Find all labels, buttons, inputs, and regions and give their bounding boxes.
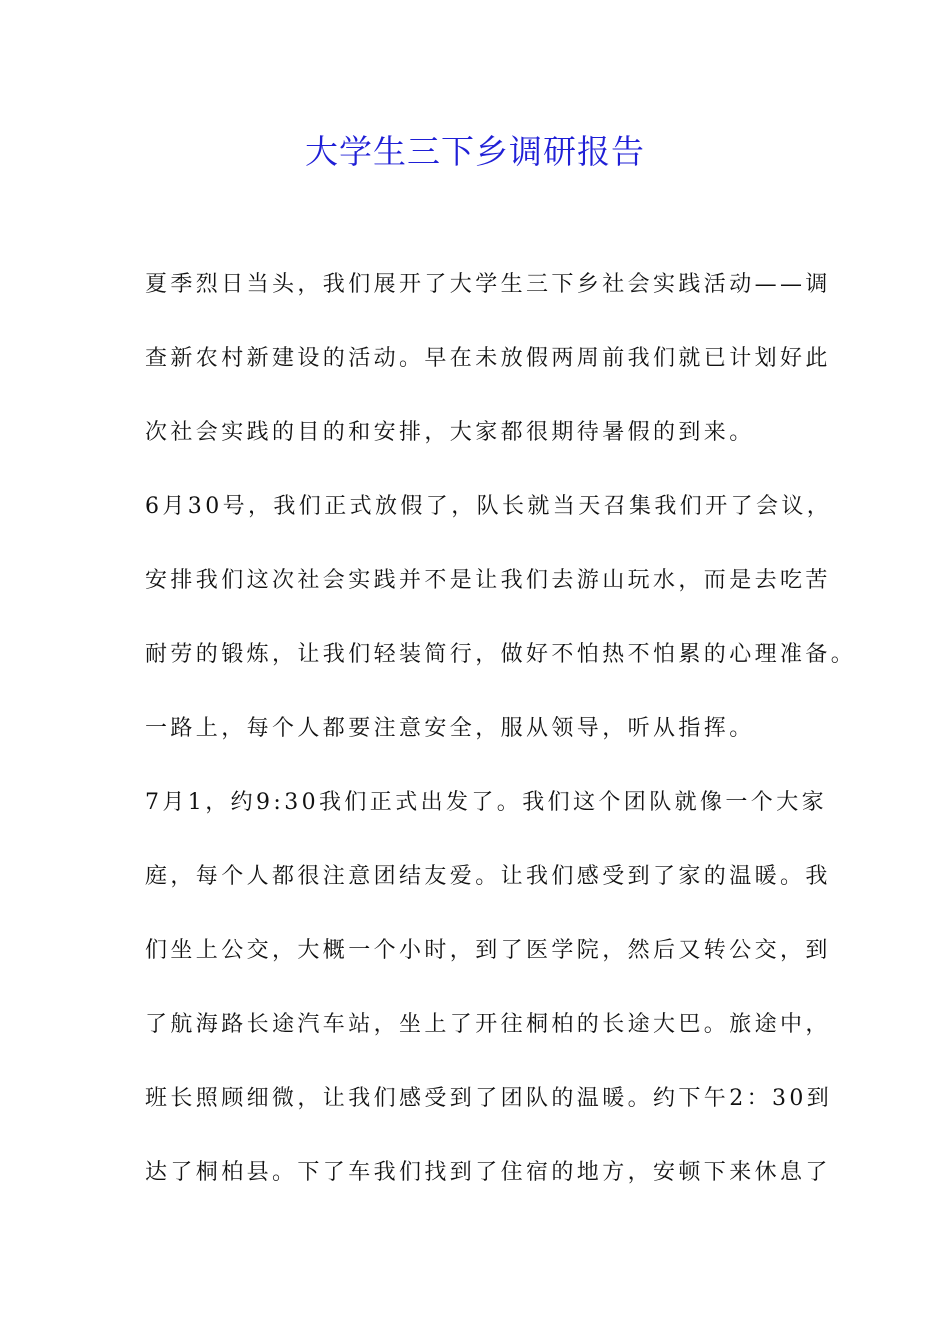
text-line: 耐劳的锻炼，让我们轻装简行，做好不怕热不怕累的心理准备。 (145, 642, 857, 667)
text-line: 了航海路长途汽车站，坐上了开往桐柏的长途大巴。旅途中， (145, 1012, 831, 1037)
text-line: 安排我们这次社会实践并不是让我们去游山玩水，而是去吃苦 (145, 568, 831, 593)
document-body (145, 260, 857, 1222)
text-line: 庭，每个人都很注意团结友爱。让我们感受到了家的温暖。我 (145, 864, 831, 889)
text-line: 夏季烈日当头，我们展开了大学生三下乡社会实践活动——调 (145, 272, 831, 297)
text-line: 次社会实践的目的和安排，大家都很期待暑假的到来。 (145, 420, 755, 445)
document-title: 大学生三下乡调研报告 (305, 132, 645, 171)
text-line: 6月30号，我们正式放假了，队长就当天召集我们开了会议， (145, 494, 833, 519)
text-line: 班长照顾细微，让我们感受到了团队的温暖。约下午2：30到 (145, 1086, 833, 1111)
text-line: 7月1，约9:30我们正式出发了。我们这个团队就像一个大家 (145, 790, 827, 815)
text-line: 一路上，每个人都要注意安全，服从领导，听从指挥。 (145, 716, 755, 741)
text-line: 达了桐柏县。下了车我们找到了住宿的地方，安顿下来休息了 (145, 1160, 831, 1185)
text-line: 们坐上公交，大概一个小时，到了医学院，然后又转公交，到 (145, 938, 831, 963)
text-line: 查新农村新建设的活动。早在未放假两周前我们就已计划好此 (145, 346, 831, 371)
